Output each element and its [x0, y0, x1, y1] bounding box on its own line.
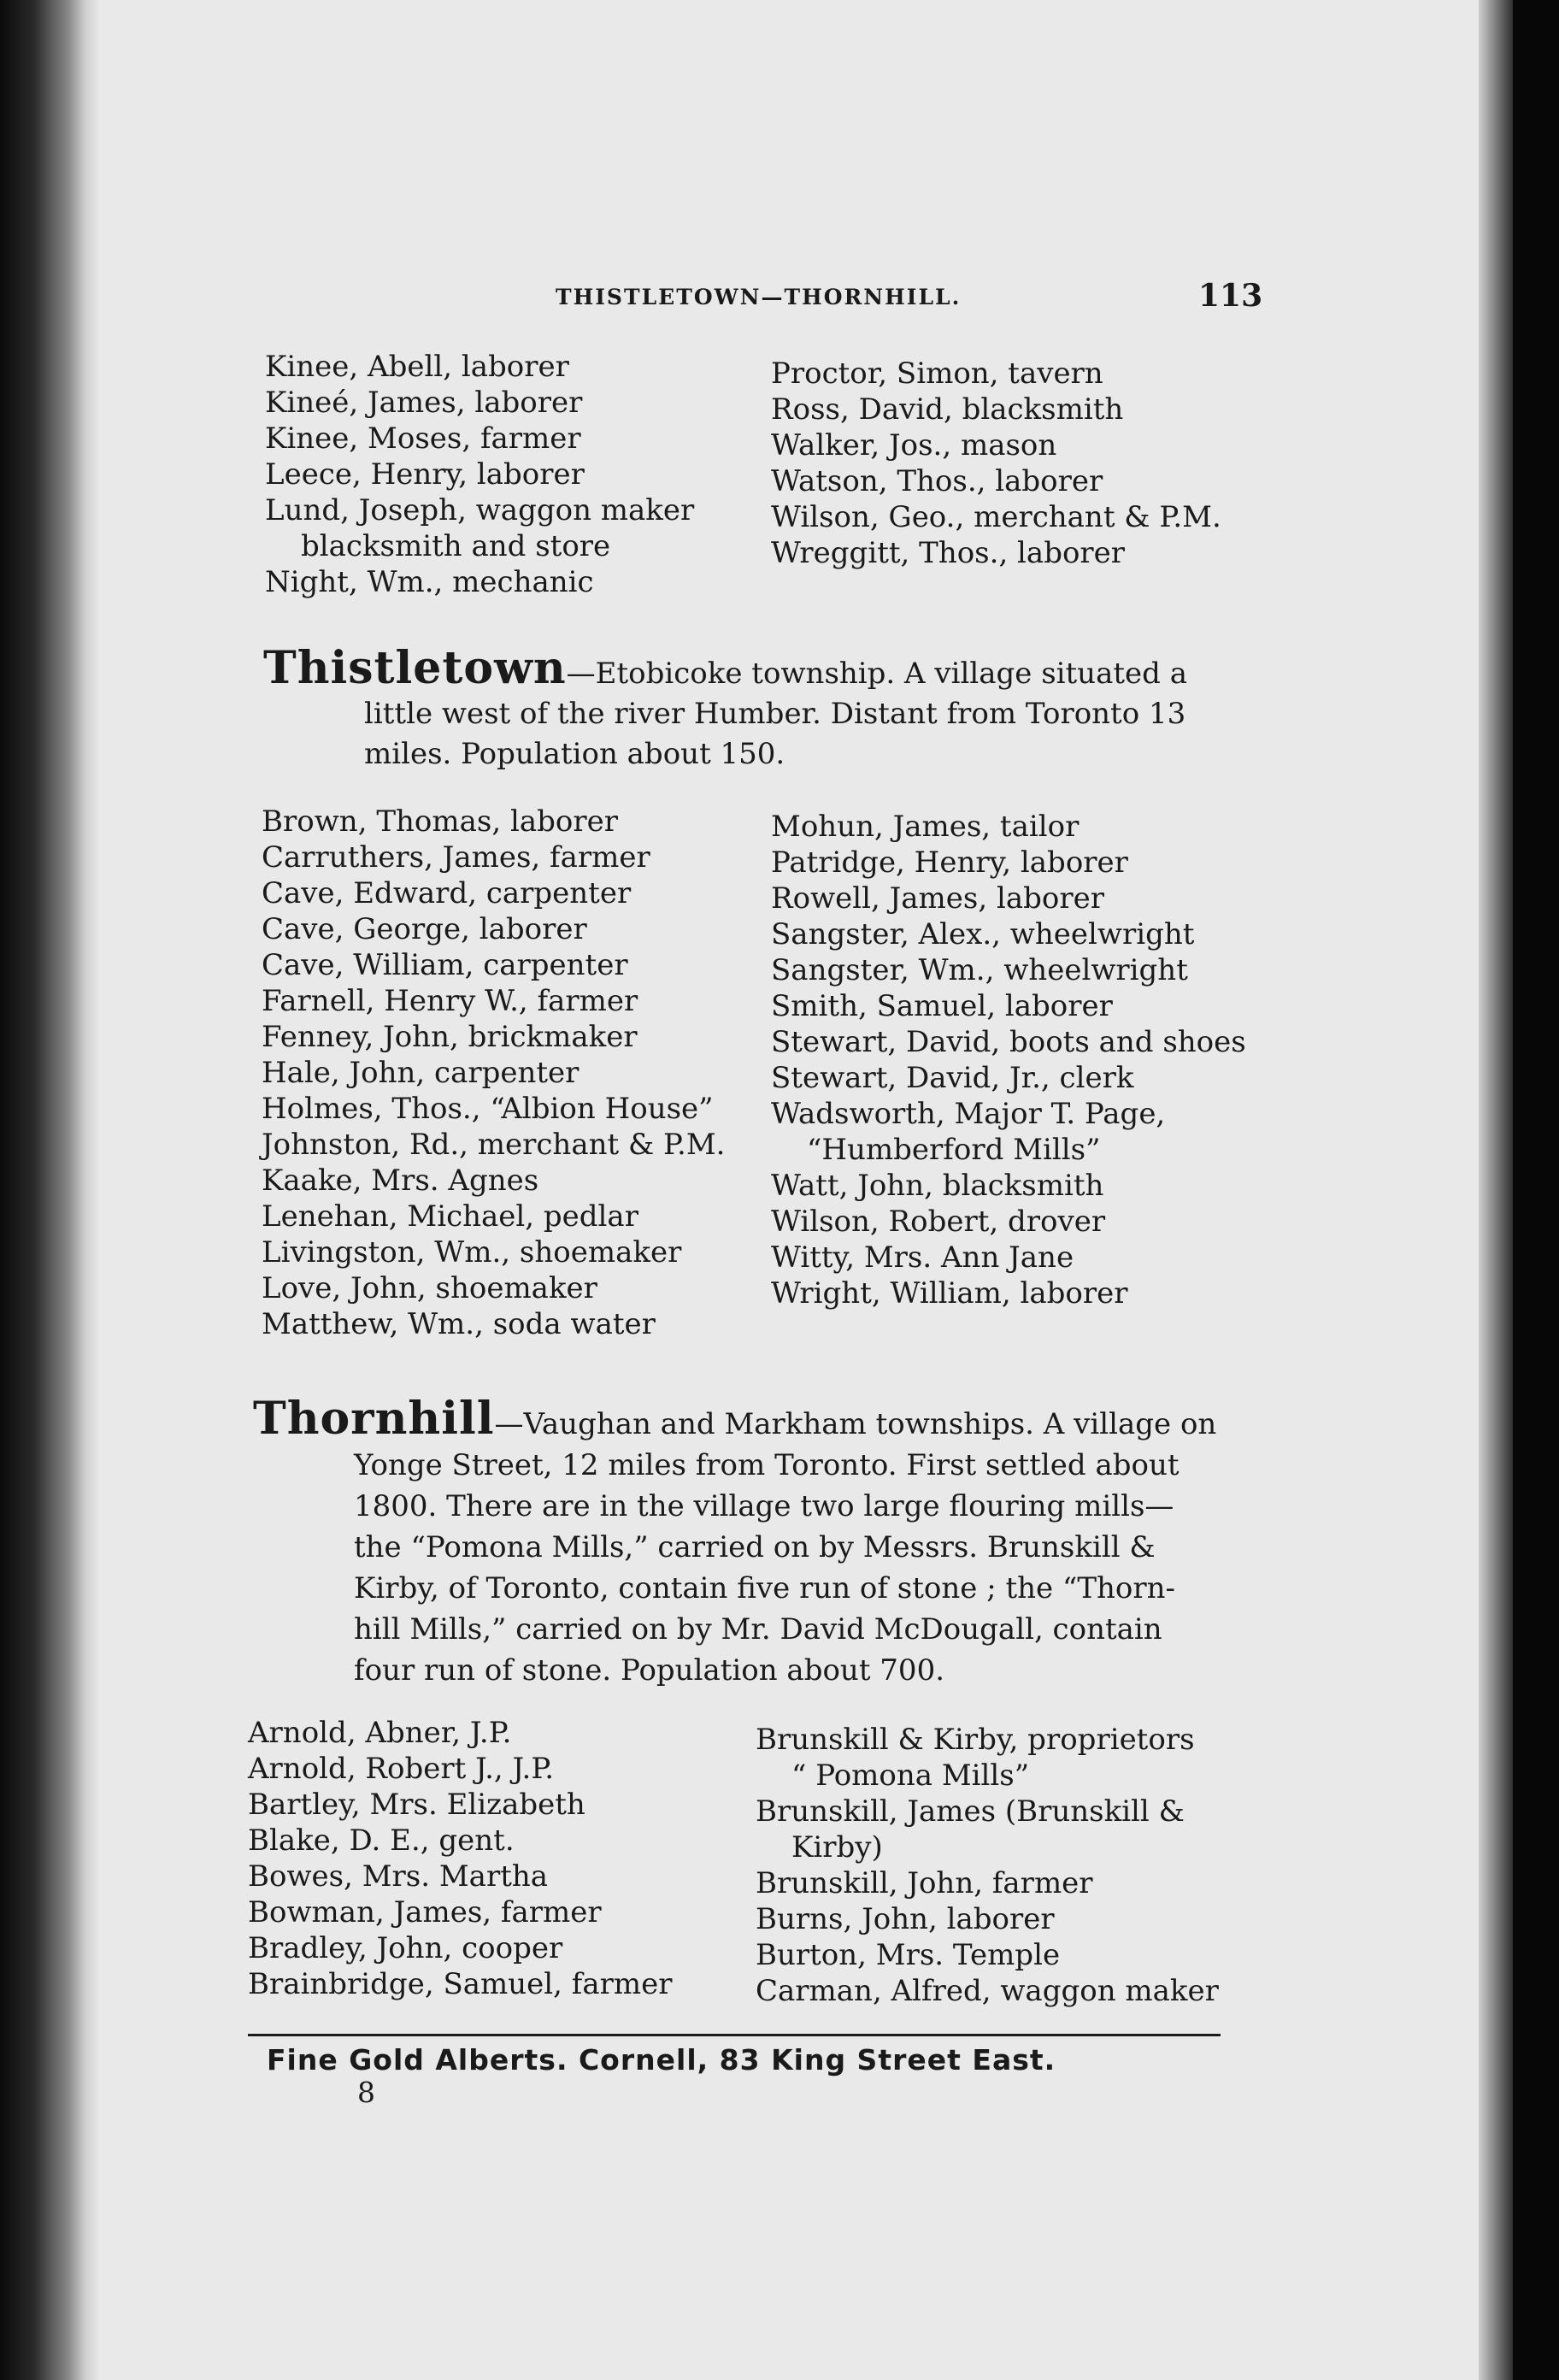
list-item: Wreggitt, Thos., laborer	[771, 536, 1126, 570]
list-item: Brown, Thomas, laborer	[262, 804, 618, 839]
list-item: Burton, Mrs. Temple	[756, 1938, 1061, 1972]
description-line: Yonge Street, 12 miles from Toronto. First settled about	[354, 1448, 1180, 1482]
description-line: Kirby, of Toronto, contain five run of stone ; the “Thorn-	[354, 1571, 1176, 1605]
list-item: Kaake, Mrs. Agnes	[262, 1163, 539, 1198]
page-edge-shadow	[1479, 0, 1513, 2380]
list-item: Bartley, Mrs. Elizabeth	[248, 1788, 585, 1822]
list-item: Witty, Mrs. Ann Jane	[771, 1240, 1074, 1275]
list-item: Arnold, Robert J., J.P.	[248, 1752, 555, 1786]
list-item: Livingston, Wm., shoemaker	[262, 1235, 682, 1270]
thornhill-right-column	[756, 1722, 1219, 2009]
facing-page-edge	[0, 0, 98, 2380]
list-item: Love, John, shoemaker	[262, 1271, 597, 1305]
list-item: Burns, John, laborer	[756, 1902, 1055, 1936]
list-item: Bowes, Mrs. Martha	[248, 1859, 549, 1894]
scan-background	[1513, 0, 1559, 2380]
list-item: Patridge, Henry, laborer	[771, 845, 1128, 880]
list-item: Wilson, Geo., merchant & P.M.	[771, 500, 1221, 534]
list-item: Brunskill & Kirby, proprietors	[756, 1723, 1195, 1757]
list-item: Night, Wm., mechanic	[265, 565, 594, 599]
list-item: Stewart, David, boots and shoes	[771, 1025, 1246, 1059]
list-item: Lund, Joseph, waggon maker	[265, 493, 695, 527]
list-item: Blake, D. E., gent.	[248, 1823, 515, 1858]
list-item: Leece, Henry, laborer	[265, 457, 585, 492]
list-item: “ Pomona Mills”	[791, 1758, 1030, 1793]
footer-rule	[248, 2034, 1221, 2036]
list-item: Wright, William, laborer	[771, 1276, 1128, 1311]
list-item: Sangster, Wm., wheelwright	[771, 953, 1188, 987]
list-item: Wilson, Robert, drover	[771, 1205, 1106, 1239]
description-line: —Vaughan and Markham townships. A village on	[494, 1407, 1217, 1441]
place-heading-thornhill: Thornhill	[253, 1393, 495, 1445]
list-item: Lenehan, Michael, pedlar	[262, 1199, 638, 1234]
place-heading-thistletown: Thistletown	[263, 642, 567, 694]
list-item: Cave, William, carpenter	[262, 948, 628, 982]
list-item: Carman, Alfred, waggon maker	[756, 1974, 1219, 2008]
list-item: Matthew, Wm., soda water	[262, 1307, 656, 1341]
list-item: Watt, John, blacksmith	[771, 1169, 1104, 1203]
list-item: Watson, Thos., laborer	[771, 464, 1103, 498]
description-line: the “Pomona Mills,” carried on by Messrs. Brunskill &	[354, 1530, 1156, 1564]
description-line: —Etobicoke township. A village situated a	[566, 657, 1187, 691]
list-item: Stewart, David, Jr., clerk	[771, 1061, 1134, 1095]
list-item: Hale, John, carpenter	[262, 1056, 579, 1090]
page-number: 113	[1198, 278, 1263, 314]
thistletown-left-column	[262, 804, 725, 1342]
thistletown-description	[263, 642, 1187, 775]
list-item: Brainbridge, Samuel, farmer	[248, 1967, 673, 2001]
list-item: Brunskill, James (Brunskill &	[756, 1794, 1185, 1829]
list-item: Johnston, Rd., merchant & P.M.	[262, 1128, 726, 1162]
list-item: Brunskill, John, farmer	[756, 1866, 1093, 1900]
list-item: Proctor, Simon, tavern	[771, 356, 1103, 391]
top-left-column	[265, 349, 694, 600]
list-item: Cave, George, laborer	[262, 912, 587, 946]
list-item: “Humberford Mills”	[807, 1133, 1101, 1167]
top-right-column	[771, 356, 1221, 571]
list-item: Kinee, Abell, laborer	[265, 350, 569, 384]
list-item: Wadsworth, Major T. Page,	[771, 1097, 1166, 1131]
description-line: miles. Population about 150.	[364, 737, 785, 771]
list-item: Fenney, John, brickmaker	[262, 1020, 638, 1054]
footer-advertisement: Fine Gold Alberts. Cornell, 83 King Street East.	[267, 2043, 1056, 2077]
description-line: four run of stone. Population about 700.	[354, 1653, 945, 1688]
description-line: hill Mills,” carried on by Mr. David McDougall, contain	[354, 1612, 1162, 1647]
list-item: Kineé, James, laborer	[265, 386, 583, 420]
description-line: 1800. There are in the village two large flouring mills—	[354, 1489, 1174, 1523]
list-item: Carruthers, James, farmer	[262, 840, 650, 875]
thistletown-right-column	[771, 809, 1246, 1311]
list-item: Mohun, James, tailor	[771, 810, 1080, 844]
list-item: blacksmith and store	[301, 529, 611, 563]
list-item: Sangster, Alex., wheelwright	[771, 917, 1195, 951]
list-item: Ross, David, blacksmith	[771, 392, 1124, 427]
thornhill-description	[253, 1393, 1217, 1691]
thornhill-left-column	[248, 1715, 672, 2002]
list-item: Bowman, James, farmer	[248, 1895, 602, 1929]
list-item: Walker, Jos., mason	[771, 428, 1057, 462]
description-line: little west of the river Humber. Distant from Toronto 13	[364, 697, 1186, 731]
list-item: Bradley, John, cooper	[248, 1931, 563, 1965]
list-item: Farnell, Henry W., farmer	[262, 984, 638, 1018]
list-item: Holmes, Thos., “Albion House”	[262, 1092, 714, 1126]
list-item: Cave, Edward, carpenter	[262, 876, 632, 910]
list-item: Smith, Samuel, laborer	[771, 989, 1113, 1023]
running-head: THISTLETOWN—THORNHILL.	[556, 285, 962, 309]
list-item: Rowell, James, laborer	[771, 881, 1104, 916]
list-item: Kinee, Moses, farmer	[265, 421, 581, 456]
signature-mark: 8	[357, 2076, 375, 2109]
list-item: Kirby)	[791, 1830, 883, 1865]
list-item: Arnold, Abner, J.P.	[248, 1716, 512, 1750]
